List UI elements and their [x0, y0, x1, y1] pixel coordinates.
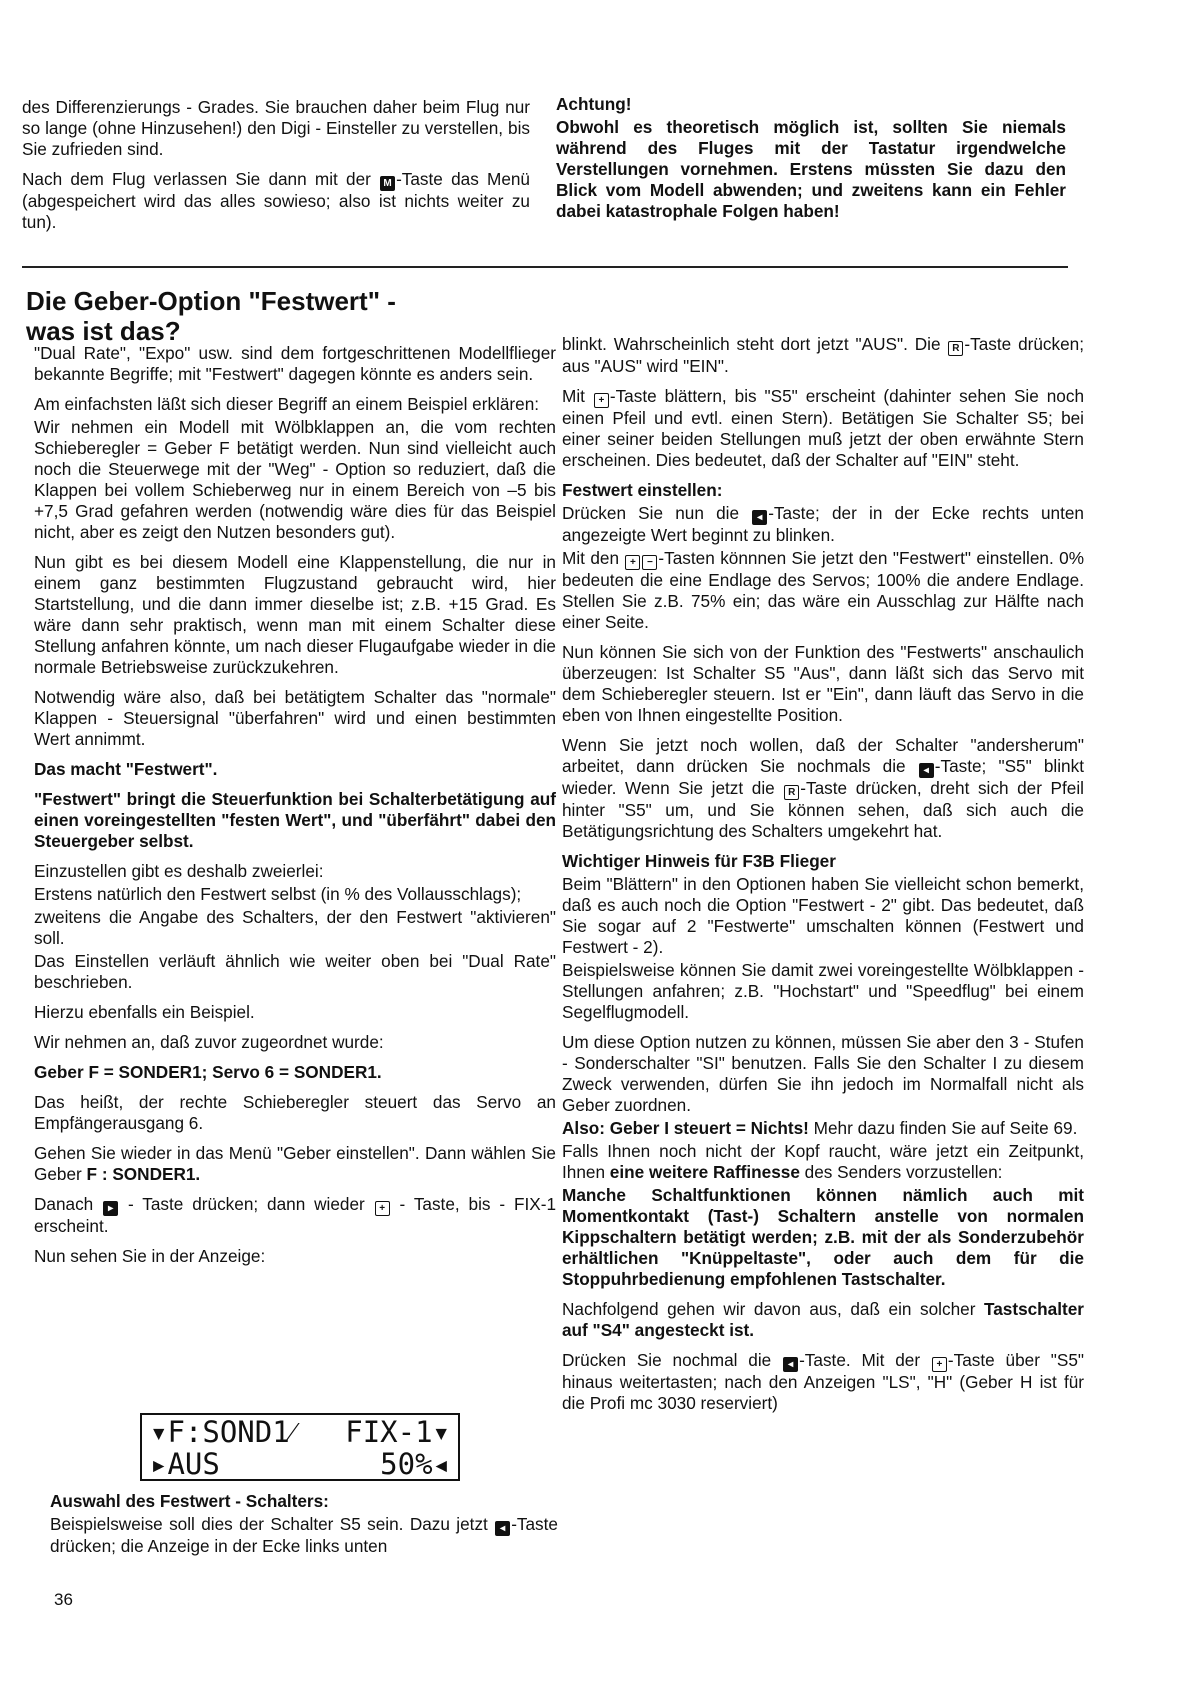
- text: eine weitere Raffinesse: [609, 1162, 800, 1182]
- text: - Taste drücken; dann wieder: [119, 1194, 374, 1214]
- paragraph: Wir nehmen ein Modell mit Wölbklappen an, die vom rechten Schieberegler = Geber F betätigt werden. Nun sind vielleicht auch noch die Steuerwege mit der "Weg" - Option so reduziert, daß die Klappen bei vollem Schieberweg nur in einem Bereich von –5 bis +7,5 Grad gefahren werden (notwendig wäre dies für das Beispiel nicht, aber es zeigt den Nutzen besonders gut).: [34, 417, 556, 542]
- paragraph: Auswahl des Festwert - Schalters:: [50, 1491, 329, 1511]
- title-line: was ist das?: [26, 316, 181, 346]
- text: Drücken Sie nun die: [562, 503, 752, 523]
- paragraph: Manche Schaltfunktionen können nämlich auch mit Momentkontakt (Tast-) Schaltern anstelle von normalen Kippschaltern betätigt werden; z.B. mit der als Sonderzubehör erhältlichen "Knüppeltaste", oder auch dem für die Stoppuhrbedienung empfohlenen Tastschalter.: [562, 1185, 1084, 1289]
- warning-heading: Achtung!: [556, 94, 632, 114]
- lcd-text: FIX-1▾: [345, 1415, 450, 1449]
- paragraph: Hierzu ebenfalls ein Beispiel.: [34, 1002, 255, 1022]
- text: -Taste drücken, dreht sich der Pfeil hinter "S5" um, und Sie können sehen, daß sich auch die Betätigungsrichtung des Schalters umgekehrt hat.: [562, 778, 1084, 841]
- text: Tastschalter auf "S4" angesteckt ist.: [562, 1299, 1084, 1340]
- lcd-text: ⁄: [289, 1415, 295, 1449]
- paragraph: [562, 1299, 1084, 1341]
- text: -Taste blättern, bis "S5" erscheint (dahinter sehen Sie noch einen Pfeil und evtl. einen Stern). Betätigen Sie Schalter S5; bei einer seiner beiden Stellungen muß jetzt der oben erwähnte Stern erscheinen. Dies bedeutet, daß der Schalter auf "EIN" steht.: [562, 386, 1084, 470]
- paragraph: [562, 386, 1084, 471]
- text: Beispielsweise soll dies der Schalter S5 sein. Dazu jetzt: [50, 1514, 495, 1534]
- left-arrow-key-icon: ◂: [783, 1357, 798, 1372]
- paragraph: Einzustellen gibt es deshalb zweierlei:: [34, 861, 324, 881]
- text: F : SONDER1.: [86, 1164, 201, 1184]
- paragraph: Nun können Sie sich von der Funktion des "Festwerts" anschaulich überzeugen: Ist Schalter S5 "Aus", dann läßt sich das Servo mit dem Schieberegler steuern. Ist er "Ein", dann läuft das Servo in die eben von Ihnen eingestellte Position.: [562, 642, 1084, 725]
- plus-key-icon: +: [932, 1357, 947, 1372]
- warning-box: [556, 94, 1066, 231]
- paragraph: Beim "Blättern" in den Optionen haben Sie vielleicht schon bemerkt, daß es auch noch die Option "Festwert - 2" gibt. Das bedeutet, daß Sie sogar auf 2 "Festwerte" umschalten können (Festwert und Festwert - 2).: [562, 874, 1084, 957]
- paragraph: [562, 1350, 1084, 1414]
- paragraph: "Festwert" bringt die Steuerfunktion bei Schalterbetätigung auf einen voreingestellten "festen Wert", und "überfährt" dabei den Steuergeber selbst.: [34, 789, 556, 851]
- paragraph: Erstens natürlich den Festwert selbst (in % des Vollausschlags);: [34, 884, 522, 904]
- text: -Taste; "S5" blinkt wieder. Wenn Sie jetzt die: [562, 756, 1084, 798]
- warning-text: Obwohl es theoretisch möglich ist, sollten Sie niemals während des Fluges mit der Tastatur irgendwelche Verstellungen vornehmen. Erstens müssten Sie dazu den Blick vom Modell abwenden; und zweitens kann ein Fehler dabei katastrophale Folgen haben!: [556, 117, 1066, 221]
- text: - Taste, bis - FIX-1 erscheint.: [34, 1194, 557, 1236]
- left-arrow-key-icon: ◂: [752, 510, 767, 525]
- paragraph: Beispielsweise können Sie damit zwei voreingestellte Wölbklappen - Stellungen anfahren; z.B. "Hochstart" und "Speedflug" bei einem Segelflugmodell.: [562, 960, 1084, 1022]
- lcd-line-2: [150, 1448, 450, 1480]
- paragraph: Das macht "Festwert".: [34, 759, 218, 779]
- paragraph: Nun sehen Sie in der Anzeige:: [34, 1246, 266, 1266]
- text: Nach dem Flug verlassen Sie dann mit der: [22, 169, 380, 189]
- paragraph: Das Einstellen verläuft ähnlich wie weiter oben bei "Dual Rate" beschrieben.: [34, 951, 556, 992]
- page-number: 36: [54, 1590, 73, 1609]
- plus-key-icon: +: [375, 1201, 390, 1216]
- text: Wenn Sie jetzt noch wollen, daß der Schalter "andersherum" arbeitet, dann drücken Sie nochmals die: [562, 735, 1084, 776]
- text: Gehen Sie wieder in das Menü "Geber einstellen". Dann wählen Sie Geber: [34, 1143, 556, 1184]
- text: Also: Geber I steuert = Nichts!: [562, 1118, 809, 1138]
- lcd-text: ▸AUS: [150, 1447, 220, 1481]
- paragraph: Festwert einstellen:: [562, 480, 723, 500]
- paragraph: Am einfachsten läßt sich dieser Begriff an einem Beispiel erklären:: [34, 394, 540, 414]
- left-arrow-key-icon: ◂: [919, 763, 934, 778]
- paragraph: des Differenzierungs - Grades. Sie brauchen daher beim Flug nur so lange (ohne Hinzusehen!) den Digi - Einsteller zu verstellen, bis Sie zufrieden sind.: [22, 97, 530, 159]
- divider: [22, 266, 1068, 268]
- text: Falls Ihnen noch nicht der Kopf raucht, wäre jetzt ein Zeitpunkt, Ihnen: [562, 1141, 1084, 1182]
- text: -Taste; der in der Ecke rechts unten angezeigte Wert beginnt zu blinken.: [562, 503, 1084, 545]
- paragraph: Nun gibt es bei diesem Modell eine Klappenstellung, die nur in einem ganz bestimmten Flugzustand gebraucht wird, hier Startstellung, und die dann immer dieselbe ist; z.B. +15 Grad. Es wäre dann sehr praktisch, wenn man mit einem Schalter diese Stellung anfahren könnte, um nach dieser Flugaufgabe wieder in die normale Betriebsweise zurückzukehren.: [34, 552, 556, 677]
- text: Mit den: [562, 548, 625, 568]
- left-column: [34, 343, 556, 1276]
- paragraph: Geber F = SONDER1; Servo 6 = SONDER1.: [34, 1062, 382, 1082]
- paragraph: [562, 1141, 1084, 1183]
- right-arrow-key-icon: ▸: [103, 1201, 118, 1216]
- paragraph: [50, 1514, 558, 1557]
- text: -Taste das Menü (abgespeichert wird das alles sowieso; also ist nichts weiter zu tun).: [22, 169, 530, 232]
- paragraph: Notwendig wäre also, daß bei betätigtem Schalter das "normale" Klappen - Steuersignal "überfahren" wird und einen bestimmten Wert annimmt.: [34, 687, 556, 749]
- paragraph: [562, 1118, 1084, 1139]
- section-title: [26, 286, 396, 346]
- lcd-text: 50%◂: [380, 1447, 450, 1481]
- minus-key-icon: −: [642, 555, 657, 570]
- paragraph: [34, 1143, 556, 1185]
- paragraph: [562, 334, 1084, 377]
- paragraph: [34, 1194, 556, 1237]
- text: Drücken Sie nochmal die: [562, 1350, 783, 1370]
- paragraph: [562, 548, 1084, 633]
- lcd-display: [140, 1413, 460, 1481]
- lcd-line-1: [150, 1416, 450, 1448]
- text: -Taste drücken; aus "AUS" wird "EIN".: [562, 334, 1085, 376]
- paragraph: [22, 169, 530, 233]
- paragraph: Um diese Option nutzen zu können, müssen Sie aber den 3 - Stufen - Sonderschalter "SI" benutzen. Falls Sie den Schalter I zu diesem Zweck verwenden, dürfen Sie ihn jedoch im Normalfall nicht als Geber zuordnen.: [562, 1032, 1084, 1115]
- text: -Tasten könnnen Sie jetzt den "Festwert" einstellen. 0% bedeuten die eine Endlage des Servos; 100% die andere Endlage. Stellen Sie z.B. 75% ein; das wäre ein Ausschlag zur Hälfte nach einer Seite.: [562, 548, 1085, 632]
- text: Nachfolgend gehen wir davon aus, daß ein solcher: [562, 1299, 984, 1319]
- paragraph: Wichtiger Hinweis für F3B Flieger: [562, 851, 836, 871]
- plus-key-icon: +: [625, 555, 640, 570]
- paragraph: [562, 735, 1084, 842]
- plus-key-icon: +: [594, 393, 609, 408]
- lcd-text: ▾F:SOND1: [150, 1415, 290, 1449]
- text: Mehr dazu finden Sie auf Seite 69.: [808, 1118, 1078, 1138]
- text: Danach: [34, 1194, 103, 1214]
- text: des Senders vorzustellen:: [799, 1162, 1003, 1182]
- paragraph: Wir nehmen an, daß zuvor zugeordnet wurde:: [34, 1032, 384, 1052]
- paragraph: zweitens die Angabe des Schalters, der den Festwert "aktivieren" soll.: [34, 907, 556, 948]
- left-arrow-key-icon: ◂: [495, 1521, 510, 1536]
- r-key-icon: R: [784, 785, 799, 800]
- text: Mit: [562, 386, 593, 406]
- text: blinkt. Wahrscheinlich steht dort jetzt "AUS". Die: [562, 334, 948, 354]
- right-column: [562, 334, 1084, 1423]
- text: -Taste über "S5" hinaus weitertasten; nach den Anzeigen "LS", "H" (Geber H ist für die Profi mc 3030 reserviert): [562, 1350, 1084, 1413]
- left-column-bottom: [50, 1491, 558, 1566]
- title-line: Die Geber-Option "Festwert" -: [26, 286, 396, 316]
- r-key-icon: R: [948, 341, 963, 356]
- text: -Taste drücken; die Anzeige in der Ecke links unten: [50, 1514, 558, 1556]
- paragraph: [562, 503, 1084, 546]
- paragraph: "Dual Rate", "Expo" usw. sind dem fortgeschrittenen Modellflieger bekannte Begriffe; mit "Festwert" dagegen könnte es anders sein.: [34, 343, 556, 384]
- paragraph: Das heißt, der rechte Schieberegler steuert das Servo an Empfängerausgang 6.: [34, 1092, 556, 1133]
- top-left-column: [22, 97, 530, 242]
- text: -Taste. Mit der: [799, 1350, 931, 1370]
- menu-key-icon: M: [380, 176, 395, 191]
